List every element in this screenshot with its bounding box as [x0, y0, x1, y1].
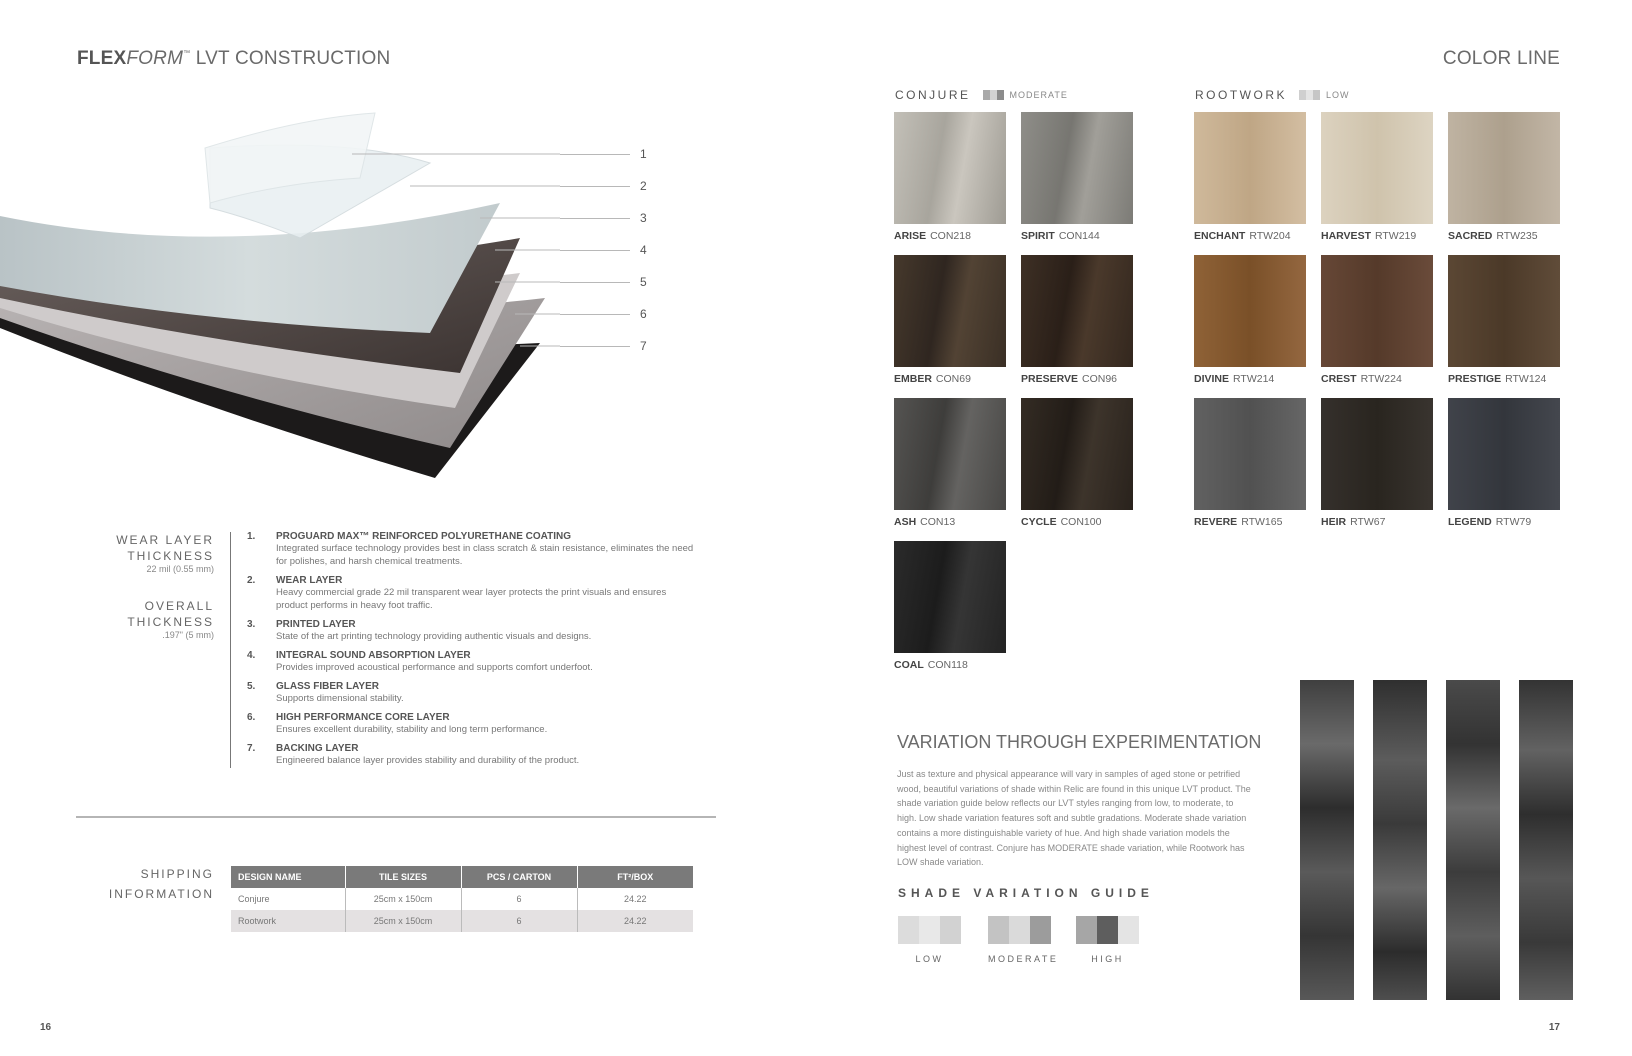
variation-body: Just as texture and physical appearance will vary in samples of aged stone or petrified wood, beautiful variations of shade within Relic are found in this unique LVT product. The shade variation guide below reflects our LVT styles ranging from low, to moderate, to high. Low shade variation features soft and subtle gradations. Moderate shade variation contains a more distinguishable variety of hue. And high shade variation models the highest level of contrast. Conjure has MODERATE shade variation, while Rootwork has LOW shade variation. [897, 769, 1251, 868]
swatch-enchant: ENCHANT RTW204 [1194, 112, 1306, 242]
page-number-right: 17 [1548, 1022, 1560, 1033]
table-row: Conjure 25cm x 150cm 6 24.22 [231, 888, 693, 910]
list-item: 1. PROGUARD MAX™ REINFORCED POLYURETHANE COATING Integrated surface technology provides best in class scratch & stain resistance, eliminates the need for polishes, and harsh chemical treatments. [247, 531, 694, 567]
shipping-table [231, 866, 693, 932]
swatch-tile [1021, 255, 1133, 367]
list-item: 2. WEAR LAYER Heavy commercial grade 22 mil transparent wear layer protects the print visuals and ensures product performs in heavy foot traffic. [247, 575, 667, 611]
swatch-tile [1321, 398, 1433, 510]
table-header: DESIGN NAME [231, 866, 345, 888]
swatch-tile [894, 255, 1006, 367]
swatch-tile [1321, 112, 1433, 224]
swatch-preserve: PRESERVE CON96 [1021, 255, 1133, 385]
moderate-variation-icon [983, 90, 1004, 100]
wear-layer-spec: WEAR LAYER THICKNESS 22 mil (0.55 mm) [116, 533, 214, 574]
layer-list [247, 531, 697, 774]
spec-divider [230, 532, 231, 768]
page-number-left: 16 [40, 1022, 52, 1033]
swatch-tile [1194, 398, 1306, 510]
rootwork-header: ROOTWORK LOW [1195, 88, 1350, 102]
list-item: 3. PRINTED LAYER State of the art printing technology providing authentic visuals and designs. [247, 619, 592, 642]
swatch-tile [1448, 112, 1560, 224]
low-swatch-strip [898, 916, 961, 944]
table-header: TILE SIZES [345, 866, 461, 888]
plank-sample-4 [1519, 680, 1573, 1000]
shade-guide-title: SHADE VARIATION GUIDE [898, 886, 1154, 900]
swatch-arise: ARISE CON218 [894, 112, 1006, 242]
plank-sample-2 [1373, 680, 1427, 1000]
swatch-coal: COAL CON118 [894, 541, 1006, 671]
swatch-harvest: HARVEST RTW219 [1321, 112, 1433, 242]
section-divider [76, 816, 716, 818]
table-header: FT²/BOX [577, 866, 693, 888]
table-header: PCS / CARTON [461, 866, 577, 888]
swatch-crest: CREST RTW224 [1321, 255, 1433, 385]
low-variation-icon [1299, 90, 1320, 100]
table-row: Rootwork 25cm x 150cm 6 24.22 [231, 910, 693, 932]
page-title-right: COLOR LINE [1442, 48, 1560, 69]
shade-low: LOW [898, 916, 961, 964]
swatch-tile [894, 112, 1006, 224]
lvt-layers-illustration [0, 108, 560, 488]
swatch-spirit: SPIRIT CON144 [1021, 112, 1133, 242]
swatch-divine: DIVINE RTW214 [1194, 255, 1306, 385]
swatch-revere: REVERE RTW165 [1194, 398, 1306, 528]
swatch-tile [894, 541, 1006, 653]
callout-1: 1 [640, 147, 647, 161]
swatch-tile [1021, 112, 1133, 224]
swatch-tile [1448, 255, 1560, 367]
high-swatch-strip [1076, 916, 1139, 944]
conjure-header: CONJURE MODERATE [895, 88, 1068, 102]
swatch-tile [894, 398, 1006, 510]
swatch-prestige: PRESTIGE RTW124 [1448, 255, 1560, 385]
swatch-tile [1194, 255, 1306, 367]
swatch-sacred: SACRED RTW235 [1448, 112, 1560, 242]
swatch-ember: EMBER CON69 [894, 255, 1006, 385]
list-item: 7. BACKING LAYER Engineered balance layer provides stability and durability of the product. [247, 743, 580, 766]
moderate-swatch-strip [988, 916, 1058, 944]
list-item: 6. HIGH PERFORMANCE CORE LAYER Ensures excellent durability, stability and long term performance. [247, 712, 548, 735]
shade-high: HIGH [1076, 916, 1139, 964]
callout-6: 6 [640, 307, 647, 321]
list-item: 5. GLASS FIBER LAYER Supports dimensional stability. [247, 681, 404, 704]
callout-4: 4 [640, 243, 647, 257]
swatch-legend: LEGEND RTW79 [1448, 398, 1560, 528]
swatch-heir: HEIR RTW67 [1321, 398, 1433, 528]
swatch-tile [1321, 255, 1433, 367]
table-header-row [231, 866, 693, 888]
swatch-tile [1448, 398, 1560, 510]
plank-sample-3 [1446, 680, 1500, 1000]
callout-3: 3 [640, 211, 647, 225]
plank-sample-1 [1300, 680, 1354, 1000]
swatch-ash: ASH CON13 [894, 398, 1006, 528]
variation-title: VARIATION THROUGH EXPERIMENTATION [897, 732, 1262, 752]
overall-thickness-spec: OVERALL THICKNESS .197" (5 mm) [127, 599, 214, 640]
page-title-left: FLEXFORM™ LVT CONSTRUCTION [77, 48, 391, 69]
shade-moderate: MODERATE [988, 916, 1058, 964]
swatch-tile [1021, 398, 1133, 510]
list-item: 4. INTEGRAL SOUND ABSORPTION LAYER Provides improved acoustical performance and supports comfort underfoot. [247, 650, 593, 673]
swatch-tile [1194, 112, 1306, 224]
shipping-label: SHIPPING INFORMATION [108, 867, 214, 901]
callout-5: 5 [640, 275, 647, 289]
callout-7: 7 [640, 339, 647, 353]
swatch-cycle: CYCLE CON100 [1021, 398, 1133, 528]
callout-2: 2 [640, 179, 647, 193]
